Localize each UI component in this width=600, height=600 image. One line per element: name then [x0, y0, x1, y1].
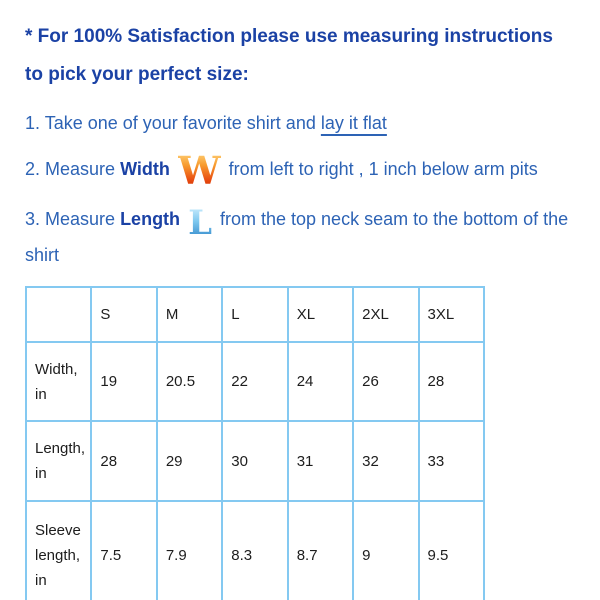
step-2-measure-width	[25, 148, 573, 193]
value-cell: 28	[419, 342, 484, 421]
width-keyword: Width	[120, 159, 170, 179]
row-label-cell: Sleeve length, in	[26, 501, 91, 600]
header-cell-s: S	[91, 287, 156, 342]
heading-line-1: * For 100% Satisfaction please use measuring instructions	[25, 26, 553, 47]
table-header-row	[26, 287, 484, 342]
length-keyword: Length	[120, 209, 181, 229]
step-1-lay-flat	[25, 108, 573, 138]
value-cell: 9.5	[419, 501, 484, 600]
value-cell: 9	[353, 501, 418, 600]
header-cell-xl: XL	[288, 287, 353, 342]
value-cell: 22	[222, 342, 287, 421]
value-cell: 7.9	[157, 501, 222, 600]
value-cell: 32	[353, 421, 418, 501]
value-cell: 29	[157, 421, 222, 501]
step-2-text: 2. Measure	[25, 159, 116, 179]
table-row-length	[26, 421, 484, 501]
length-letter-icon: L	[188, 203, 212, 243]
value-cell: 28	[91, 421, 156, 501]
table-row-sleeve-length	[26, 501, 484, 600]
value-cell: 30	[222, 421, 287, 501]
step-3-text: 3. Measure	[25, 209, 116, 229]
header-cell-2xl: 2XL	[353, 287, 418, 342]
step-1-text: 1. Take one of your favorite shirt and	[25, 113, 316, 133]
value-cell: 7.5	[91, 501, 156, 600]
value-cell: 8.7	[288, 501, 353, 600]
value-cell: 8.3	[222, 501, 287, 600]
value-cell: 26	[353, 342, 418, 421]
header-cell-3xl: 3XL	[419, 287, 484, 342]
satisfaction-heading	[25, 18, 600, 94]
row-label-cell: Width, in	[26, 342, 91, 421]
width-letter-icon: W	[177, 148, 221, 193]
size-chart-table	[25, 286, 485, 600]
value-cell: 19	[91, 342, 156, 421]
heading-line-2: to pick your perfect size:	[25, 64, 249, 85]
value-cell: 20.5	[157, 342, 222, 421]
step-3-suffix: from the top neck seam to the bottom of the shirt	[25, 209, 569, 265]
value-cell: 24	[288, 342, 353, 421]
header-cell-empty	[26, 287, 91, 342]
step-2-suffix: from left to right , 1 inch below arm pits	[228, 159, 538, 179]
value-cell: 31	[288, 421, 353, 501]
header-cell-l: L	[222, 287, 287, 342]
lay-it-flat-link[interactable]: lay it flat	[320, 113, 387, 133]
value-cell: 33	[419, 421, 484, 501]
table-row-width	[26, 342, 484, 421]
row-label-cell: Length, in	[26, 421, 91, 501]
step-3-measure-length	[25, 204, 573, 270]
header-cell-m: M	[157, 287, 222, 342]
